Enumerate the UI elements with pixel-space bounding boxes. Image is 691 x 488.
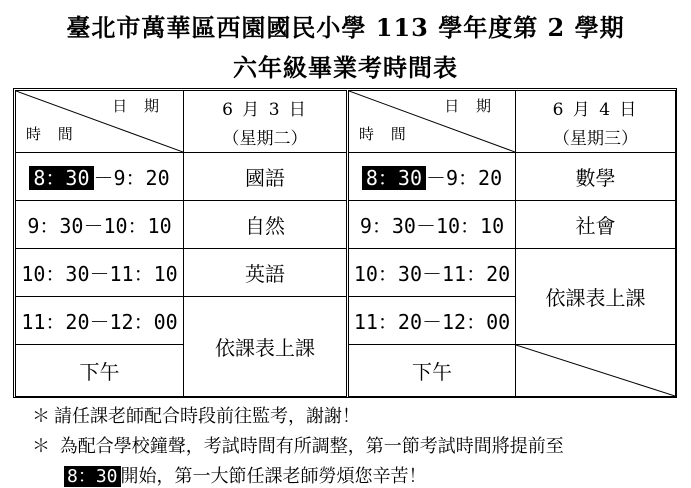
page-title: 臺北市萬華區西園國民小學 113 學年度第 2 學期 (66, 13, 625, 42)
table-row (16, 249, 676, 297)
highlighted-start-time: 8：30 (29, 166, 93, 190)
day1-weekday: （星期二） (222, 128, 308, 149)
afternoon-cell: 下午 (16, 345, 184, 397)
note-2: ＊ 為配合學校鐘聲，考試時間有所調整，第一節考試時間將提前至 (32, 432, 564, 458)
header-row (16, 91, 676, 153)
time-cell: 9：30－10：10 (348, 201, 516, 249)
day2-date: 6 月 4 日 (552, 99, 639, 120)
exam-schedule-table (15, 90, 676, 397)
subject-cell-merged: 依課表上課 (516, 249, 676, 345)
time-cell: 10：30－11：10 (16, 249, 184, 297)
note-2-continued: 8：30 開始，第一大節任課老師勞煩您辛苦！ (64, 462, 427, 488)
subject-cell-merged: 依課表上課 (184, 297, 348, 397)
page-subtitle: 六年級畢業考時間表 (233, 53, 458, 82)
corner-date-label: 日 期 (444, 97, 497, 115)
empty-slashed-cell (516, 345, 676, 397)
day2-header (516, 91, 676, 153)
table-row (16, 201, 676, 249)
afternoon-cell: 下午 (348, 345, 516, 397)
time-cell: 10：30－11：20 (348, 249, 516, 297)
day1-header (184, 91, 348, 153)
time-cell: 11：20－12：00 (16, 297, 184, 345)
subject-cell: 社會 (516, 201, 676, 249)
table-row (16, 153, 676, 201)
subject-cell: 英語 (184, 249, 348, 297)
corner-time-label: 時 間 (26, 125, 79, 143)
time-cell: 8：30 －9：20 (348, 153, 516, 201)
corner-date-label: 日 期 (112, 97, 165, 115)
corner-cell-right (348, 91, 516, 153)
day2-weekday: （星期三） (553, 128, 638, 149)
day1-date: 6 月 3 日 (222, 99, 308, 120)
time-cell: 8：30 －9：20 (16, 153, 184, 201)
highlighted-time: 8：30 (64, 466, 121, 487)
time-cell: 9：30－10：10 (16, 201, 184, 249)
corner-time-label: 時 間 (359, 125, 412, 143)
note-1: ＊ 請任課老師配合時段前往監考，謝謝！ (32, 402, 360, 428)
corner-cell-left (16, 91, 184, 153)
asterisk-icon: ＊ (32, 406, 50, 427)
time-cell: 11：20－12：00 (348, 297, 516, 345)
highlighted-start-time: 8：30 (362, 166, 426, 190)
subject-cell: 數學 (516, 153, 676, 201)
asterisk-icon: ＊ (32, 436, 50, 457)
subject-cell: 國語 (184, 153, 348, 201)
subject-cell: 自然 (184, 201, 348, 249)
